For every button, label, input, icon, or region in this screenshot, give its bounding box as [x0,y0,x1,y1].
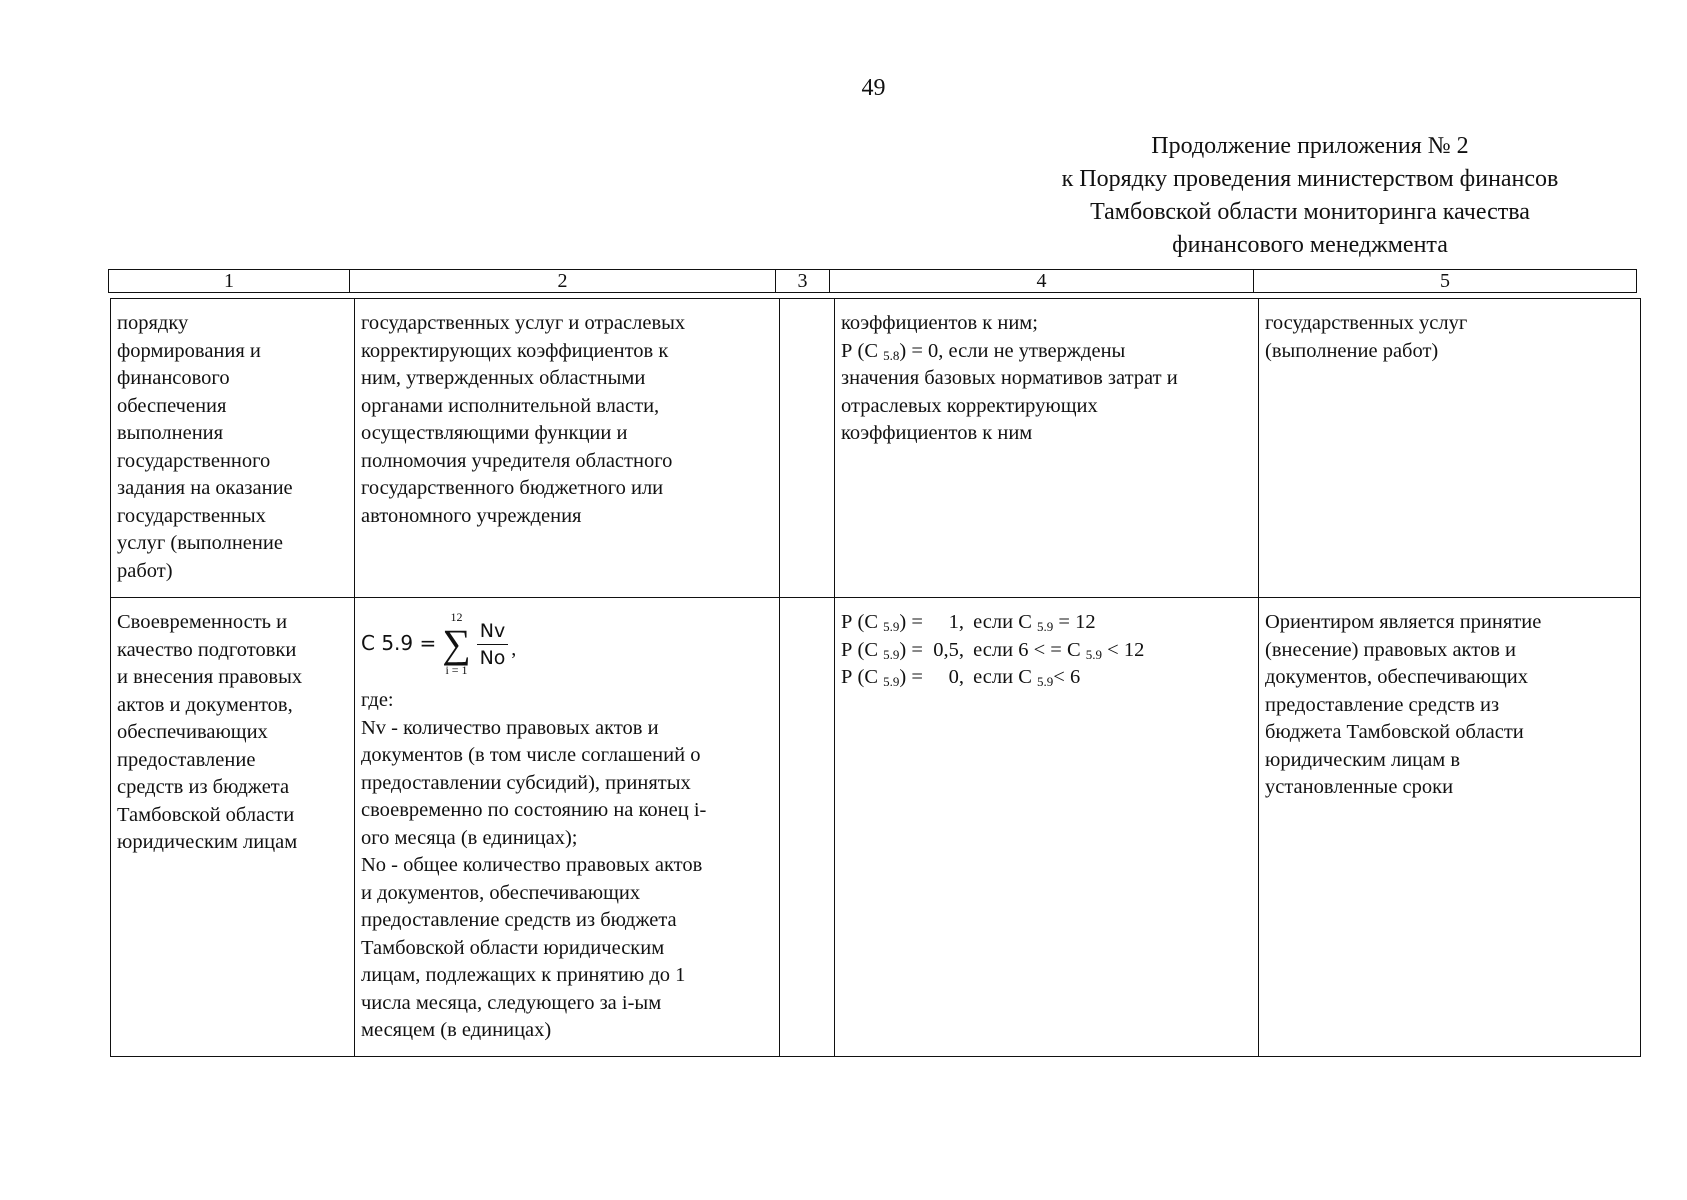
row2-col1-text: Своевременность и качество подготовки и внесения правовых актов и документов, обеспечивающих предоставление средств из бюджета Тамбовской области юридическим лицам [117,611,303,853]
sum-sign: ∑ [442,621,471,666]
condition-value: 0,5, [933,638,965,661]
row2-col3 [780,598,835,1057]
condition-value: 1, [948,611,965,633]
fraction-denominator: No [479,646,506,669]
row1-col5-text: государственных услуг (выполнение работ) [1265,312,1468,362]
formula-part: ) = [899,638,923,661]
row2-col2-text: где: Nv - количество правовых актов и документов (в том числе соглашений о предоставлении субсидий), принятых своевременно по состоянию на конец i- ого месяца (в единицах); No - общее количество правовых актов и документов, обеспечивающих предоставление средств из бюджета Тамбовской области юридическим лицам, подлежащих к принятию до 1 числа месяца, следующего за i-ым месяцем (в единицах) [361,689,707,1041]
column-number-2: 2 [350,270,776,293]
formula-part: Р (С [841,339,884,362]
row2-col5-text: Ориентиром является принятие (внесение) правовых актов и документов, обеспечивающих предоставление средств из бюджета Тамбовской области юридическим лицам в установленные сроки [1265,611,1542,798]
column-number-3: 3 [776,270,830,293]
row2-col2 [355,598,780,1057]
table-row [111,598,1641,1057]
column-number-1: 1 [109,270,350,293]
row2-col5 [1259,598,1641,1057]
formula-subscript: 5.9 [883,674,900,689]
appendix-heading [960,130,1660,262]
row1-col4-line2 [841,338,1252,366]
formula-part: Р (С [841,638,884,661]
row1-col4 [835,299,1259,598]
sum-upper-limit: 12 [450,610,463,624]
formula-part: если 6 < = С [973,638,1086,661]
sum-lower-limit: i = 1 [445,663,468,677]
formula-part: Р (С [841,666,884,688]
column-number-header [108,269,1637,293]
column-number-4: 4 [830,270,1254,293]
formula-part: ) = 0, если не утверждены [899,339,1126,362]
row1-col3 [780,299,835,598]
formula-part: ) = [899,611,923,633]
page-number: 49 [861,75,886,101]
criteria-table [110,298,1641,1057]
formula-part: Р (С [841,611,884,633]
row1-col1 [111,299,355,598]
condition-value: 0, [948,666,965,688]
column-number-5: 5 [1254,270,1637,293]
formula-part: если С [973,666,1038,688]
heading-line-1: Продолжение приложения № 2 [1151,133,1469,159]
heading-line-2: к Порядку проведения министерством финансов [1061,166,1559,192]
heading-line-3: Тамбовской области мониторинга качества [1090,199,1530,225]
fraction-numerator: Nv [477,619,508,645]
formula-c59 [361,603,773,685]
row1-col2-text: государственных услуг и отраслевых корректирующих коэффициентов к ним, утвержденных областными органами исполнительной власти, осуществляющими функции и полномочия учредителя областного государственного бюджетного или автономного учреждения [361,312,686,527]
summation [442,611,471,677]
condition-line-3 [841,664,1252,692]
condition-line-1 [841,609,1252,637]
formula-lhs: C 5.9 = [361,631,437,656]
formula-subscript: 5.9 [883,619,900,634]
row1-col4-rest: значения базовых нормативов затрат и отраслевых корректирующих коэффициентов к ним [841,367,1178,444]
formula-part: если С [973,611,1038,633]
condition-line-2 [841,637,1252,665]
row1-col1-text: порядку формирования и финансового обеспечения выполнения государственного задания на оказание государственных услуг (выполнение работ) [117,312,293,582]
formula-subscript: 5.9 [1085,646,1103,662]
formula-part: = 12 [1053,611,1096,633]
row2-col1 [111,598,355,1057]
formula-part: < 12 [1102,638,1145,661]
row1-col4-line1: коэффициентов к ним; [841,312,1038,334]
row1-col5 [1259,299,1641,598]
formula-subscript: 5.8 [883,347,900,363]
formula-part: < 6 [1053,666,1081,688]
formula-subscript: 5.9 [1037,674,1054,689]
table-row [111,299,1641,598]
heading-line-4: финансового менеджмента [1172,232,1448,258]
row2-col4 [835,598,1259,1057]
formula-comma: , [511,638,517,661]
row1-col2 [355,299,780,598]
formula-subscript: 5.9 [883,646,900,662]
formula-part: ) = [899,666,923,688]
fraction [477,619,508,670]
formula-subscript: 5.9 [1037,619,1054,634]
